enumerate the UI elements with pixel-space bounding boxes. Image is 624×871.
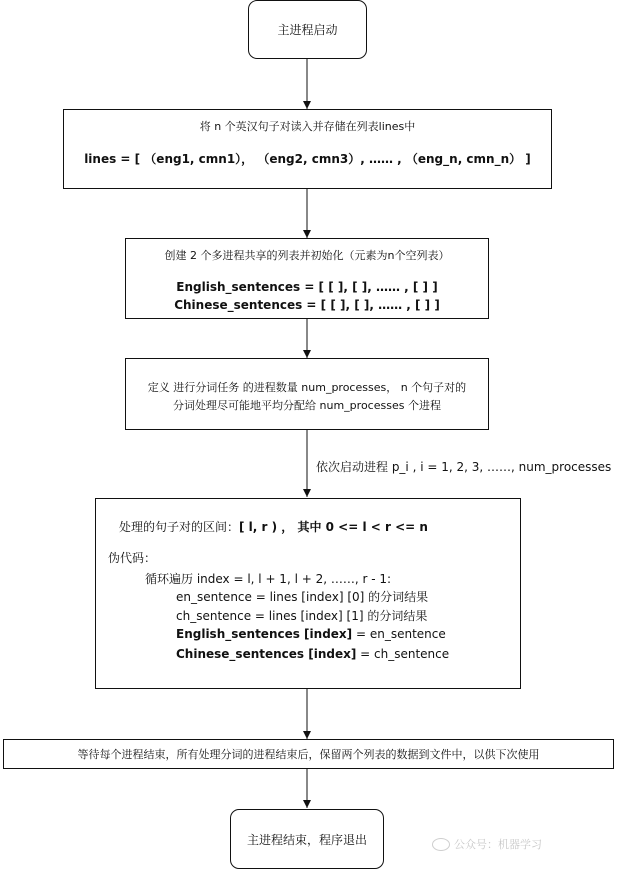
read-lines-title: 将 n 个英汉句子对读入并存储在列表lines中	[199, 120, 416, 133]
define-processes-line1: 定义 进行分词任务 的进程数量 num_processes， n 个句子对的	[147, 381, 467, 394]
wechat-watermark	[432, 836, 542, 852]
english-assign-line	[176, 627, 446, 641]
lines-formula: lines = [ （eng1, cmn1）， （eng2, cmn3）, …… , （eng_n, cmn_n） ]	[84, 152, 531, 166]
loop-line: 循环遍历 index = l, l + 1, l + 2, ……, r - 1:	[145, 572, 392, 586]
interval-line	[119, 518, 428, 535]
english-sentences-init: English_sentences = [ [ ], [ ], …… , [ ] ]	[176, 280, 438, 294]
wait-save-box	[3, 739, 614, 769]
english-assign-target: English_sentences [index]	[176, 627, 353, 641]
start-label: 主进程启动	[277, 23, 338, 37]
wechat-icon	[432, 838, 450, 851]
chinese-assign-line	[176, 647, 449, 661]
define-processes-line2: 分词处理尽可能地平均分配给 num_processes 个进程	[173, 399, 441, 412]
interval-prefix: 处理的句子对的区间：	[119, 520, 240, 534]
interval-range: [ l, r ) ， 其中 0 <= l < r <= n	[239, 520, 428, 534]
end-node	[230, 809, 384, 869]
english-assign-value: = en_sentence	[352, 627, 446, 641]
chinese-assign-target: Chinese_sentences [index]	[176, 647, 357, 661]
pseudo-label: 伪代码：	[108, 551, 157, 565]
create-lists-title: 创建 2 个多进程共享的列表并初始化（元素为n个空列表）	[164, 249, 450, 262]
create-lists-box	[125, 238, 489, 319]
chinese-sentences-init: Chinese_sentences = [ [ ], [ ], …… , [ ] ]	[174, 298, 440, 312]
wait-save-text: 等待每个进程结束，所有处理分词的进程结束后，保留两个列表的数据到文件中，以供下次使用	[77, 748, 540, 761]
define-processes-box	[125, 358, 489, 430]
en-sentence-line: en_sentence = lines [index] [0] 的分词结果	[176, 590, 429, 604]
start-processes-label: 依次启动进程 p_i , i = 1, 2, 3, ……, num_processes	[316, 460, 612, 474]
worker-process-box	[95, 498, 521, 689]
start-node	[248, 0, 367, 59]
watermark-text: 公众号：机器学习	[454, 838, 542, 851]
ch-sentence-line: ch_sentence = lines [index] [1] 的分词结果	[176, 609, 428, 623]
end-label: 主进程结束，程序退出	[246, 832, 367, 847]
chinese-assign-value: = ch_sentence	[356, 647, 450, 661]
read-lines-box	[63, 109, 552, 189]
